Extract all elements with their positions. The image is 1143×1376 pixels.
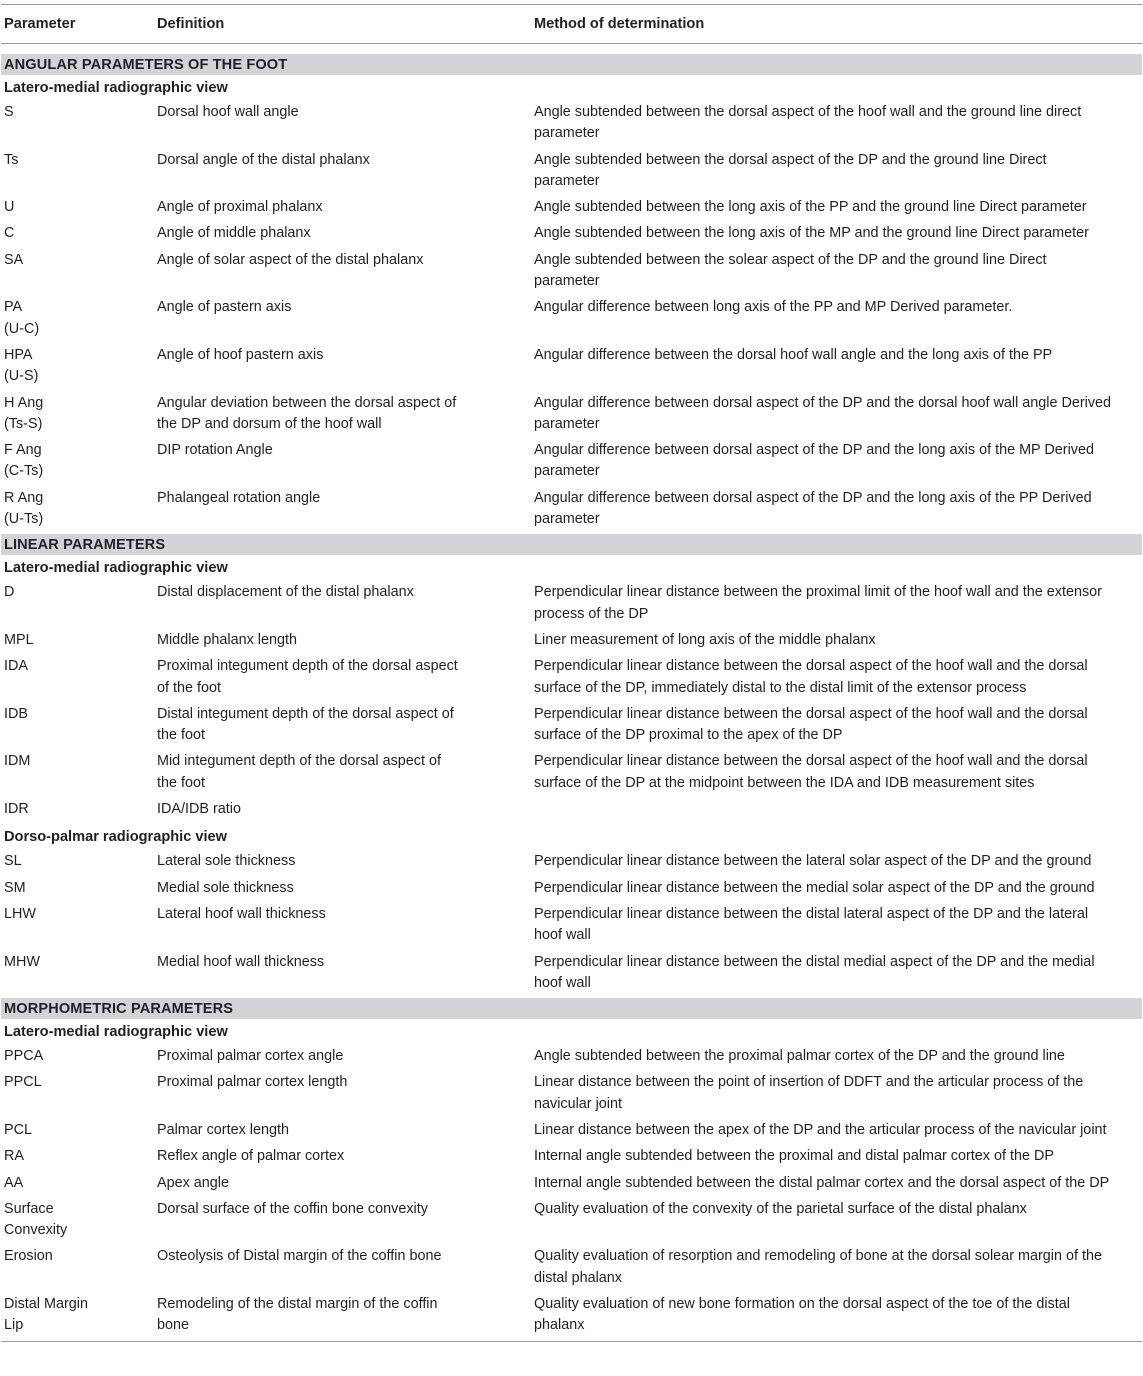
cell-line: PA — [4, 299, 23, 316]
cell-line: H Ang — [4, 394, 44, 411]
parameter-cell — [1, 952, 152, 995]
cell-line: Quality evaluation of new bone formation on the dorsal aspect of the toe of the distal — [534, 1296, 1070, 1313]
cell-line: Perpendicular linear distance between the medial solar aspect of the DP and the ground — [534, 879, 1095, 896]
method-cell — [529, 1120, 1142, 1141]
method-cell — [529, 904, 1142, 947]
cell-line: Angle of solar aspect of the distal phalanx — [157, 251, 424, 268]
definition-cell — [152, 345, 529, 388]
table-header-row — [1, 5, 1142, 44]
cell-line: Distal Margin — [4, 1296, 88, 1313]
method-cell — [529, 1199, 1142, 1242]
cell-line: the foot — [157, 774, 206, 791]
cell-line: Linear distance between the apex of the DP and the articular process of the navicular joint — [534, 1121, 1107, 1138]
cell-line: Angular difference between long axis of the PP and MP Derived parameter. — [534, 299, 1013, 316]
parameter-cell — [1, 150, 152, 193]
cell-line: (U-Ts) — [4, 511, 44, 528]
parameter-cell — [1, 582, 152, 625]
cell-line: IDA — [4, 658, 28, 675]
parameter-cell — [1, 345, 152, 388]
subsection-heading: Latero-medial radiographic view — [4, 560, 228, 577]
table-row — [1, 439, 1142, 487]
definition-cell — [152, 630, 529, 651]
cell-line: Ts — [4, 151, 19, 168]
cell-line: Apex angle — [157, 1174, 230, 1191]
cell-line: Distal displacement of the distal phalanx — [157, 584, 414, 601]
method-cell — [529, 582, 1142, 625]
table-row — [1, 1045, 1142, 1071]
definition-cell — [152, 878, 529, 899]
cell-line: parameter — [534, 273, 600, 290]
definition-cell — [152, 197, 529, 218]
table-row — [1, 903, 1142, 951]
method-cell — [529, 297, 1142, 340]
definition-cell — [152, 102, 529, 145]
table-bottom-rule — [1, 1341, 1142, 1342]
cell-line: hoof wall — [534, 927, 591, 944]
cell-line: IDM — [4, 753, 31, 770]
definition-cell — [152, 297, 529, 340]
cell-line: PCL — [4, 1121, 32, 1138]
cell-line: phalanx — [534, 1317, 585, 1334]
method-cell — [529, 878, 1142, 899]
method-cell — [529, 630, 1142, 651]
cell-line: parameter — [534, 463, 600, 480]
cell-line: Erosion — [4, 1248, 53, 1265]
method-cell — [529, 440, 1142, 483]
cell-line: bone — [157, 1317, 190, 1334]
cell-line: Angle subtended between the dorsal aspect of the DP and the ground line Direct — [534, 151, 1047, 168]
cell-line: Angle subtended between the solear aspect of the DP and the ground line Direct — [534, 251, 1047, 268]
cell-line: Mid integument depth of the dorsal aspect of — [157, 753, 441, 770]
definition-cell — [152, 250, 529, 293]
cell-line: Angular deviation between the dorsal aspect of — [157, 394, 457, 411]
cell-line: Quality evaluation of the convexity of the parietal surface of the distal phalanx — [534, 1200, 1027, 1217]
header-gap — [1, 44, 1142, 54]
cell-line: Perpendicular linear distance between the dorsal aspect of the hoof wall and the dorsal — [534, 658, 1088, 675]
cell-line: Proximal palmar cortex angle — [157, 1048, 344, 1065]
method-cell — [529, 1246, 1142, 1289]
table-row — [1, 629, 1142, 655]
table-row — [1, 1245, 1142, 1293]
cell-line: (U-S) — [4, 368, 39, 385]
cell-line: Angle subtended between the proximal palmar cortex of the DP and the ground line — [534, 1048, 1065, 1065]
cell-line: Lateral sole thickness — [157, 853, 296, 870]
table-row — [1, 877, 1142, 903]
definition-cell — [152, 1246, 529, 1289]
cell-line: surface of the DP proximal to the apex of the DP — [534, 727, 843, 744]
cell-line: of the foot — [157, 679, 222, 696]
definition-cell — [152, 393, 529, 436]
cell-line: Internal angle subtended between the distal palmar cortex and the dorsal aspect of the DP — [534, 1174, 1110, 1191]
cell-line: Dorsal hoof wall angle — [157, 104, 299, 120]
parameter-cell — [1, 1246, 152, 1289]
cell-line: Perpendicular linear distance between the distal lateral aspect of the DP and the lateral — [534, 905, 1089, 922]
method-cell — [529, 1046, 1142, 1067]
definition-cell — [152, 1120, 529, 1141]
header-parameter: Parameter — [4, 16, 76, 32]
table-row — [1, 951, 1142, 999]
cell-line: Angle of hoof pastern axis — [157, 346, 324, 363]
parameter-cell — [1, 393, 152, 436]
cell-line: IDA/IDB ratio — [157, 801, 241, 818]
cell-line: SM — [4, 879, 26, 896]
cell-line: PPCL — [4, 1074, 42, 1091]
definition-cell — [152, 656, 529, 699]
definition-cell — [152, 1046, 529, 1067]
subsection-heading: Latero-medial radiographic view — [4, 80, 228, 96]
parameter-cell — [1, 704, 152, 747]
table-row — [1, 703, 1142, 751]
parameter-cell — [1, 656, 152, 699]
method-cell — [529, 1173, 1142, 1194]
cell-line: SL — [4, 853, 22, 870]
parameter-cell — [1, 1046, 152, 1067]
parameter-cell — [1, 297, 152, 340]
cell-line: Angular difference between dorsal aspect of the DP and the long axis of the PP Derived — [534, 489, 1092, 506]
cell-line: Angle subtended between the dorsal aspect of the hoof wall and the ground line direct — [534, 104, 1082, 120]
method-cell — [529, 488, 1142, 531]
table-row — [1, 344, 1142, 392]
cell-line: SA — [4, 251, 24, 268]
parameter-cell — [1, 904, 152, 947]
cell-line: parameter — [534, 415, 600, 432]
table-row — [1, 149, 1142, 197]
cell-line: Osteolysis of Distal margin of the coffin bone — [157, 1248, 442, 1265]
parameter-cell — [1, 751, 152, 794]
cell-line: Angle of middle phalanx — [157, 225, 311, 242]
definition-cell — [152, 799, 529, 820]
subsection-heading: Dorso-palmar radiographic view — [4, 829, 228, 846]
definition-cell — [152, 488, 529, 531]
cell-line: Reflex angle of palmar cortex — [157, 1148, 345, 1165]
cell-line: Medial hoof wall thickness — [157, 953, 325, 970]
parameter-cell — [1, 851, 152, 872]
table-row — [1, 249, 1142, 297]
table-row — [1, 487, 1142, 535]
cell-line: PPCA — [4, 1048, 44, 1065]
cell-line: (U-C) — [4, 320, 40, 337]
method-cell — [529, 345, 1142, 388]
section-heading: MORPHOMETRIC PARAMETERS — [1, 998, 1142, 1019]
cell-line: S — [4, 104, 14, 120]
table-row — [1, 750, 1142, 798]
parameter-cell — [1, 799, 152, 820]
definition-cell — [152, 223, 529, 244]
parameter-cell — [1, 1199, 152, 1242]
parameter-cell — [1, 630, 152, 651]
cell-line: Angle subtended between the long axis of the MP and the ground line Direct parameter — [534, 225, 1089, 242]
cell-line: MPL — [4, 631, 34, 648]
cell-line: MHW — [4, 953, 40, 970]
header-definition: Definition — [157, 16, 225, 32]
cell-line: Liner measurement of long axis of the middle phalanx — [534, 631, 876, 648]
cell-line: Palmar cortex length — [157, 1121, 289, 1138]
cell-line: Angular difference between the dorsal hoof wall angle and the long axis of the PP — [534, 346, 1053, 363]
cell-line: parameter — [534, 125, 600, 142]
cell-line: Angle of pastern axis — [157, 299, 292, 316]
parameter-cell — [1, 1072, 152, 1115]
method-cell — [529, 197, 1142, 218]
cell-line: distal phalanx — [534, 1269, 623, 1286]
cell-line: Lateral hoof wall thickness — [157, 905, 326, 922]
table-row — [1, 296, 1142, 344]
cell-line: Convexity — [4, 1222, 68, 1239]
table-row — [1, 1071, 1142, 1119]
method-cell — [529, 1146, 1142, 1167]
cell-line: D — [4, 584, 15, 601]
cell-line: C — [4, 225, 15, 242]
subsection-heading: Latero-medial radiographic view — [4, 1024, 228, 1041]
cell-line: navicular joint — [534, 1095, 622, 1112]
table-body — [1, 54, 1142, 1341]
cell-line: (C-Ts) — [4, 463, 44, 480]
cell-line: Perpendicular linear distance between the proximal limit of the hoof wall and the extensor — [534, 584, 1102, 601]
table-row — [1, 392, 1142, 440]
cell-line: IDR — [4, 801, 29, 818]
cell-line: DIP rotation Angle — [157, 442, 273, 459]
parameter-cell — [1, 1173, 152, 1194]
method-cell — [529, 952, 1142, 995]
definition-cell — [152, 1146, 529, 1167]
table-row — [1, 101, 1142, 149]
definition-cell — [152, 751, 529, 794]
cell-line: Proximal palmar cortex length — [157, 1074, 348, 1091]
method-cell — [529, 751, 1142, 794]
table-row — [1, 196, 1142, 222]
method-cell — [529, 223, 1142, 244]
cell-line: Dorsal surface of the coffin bone convexity — [157, 1200, 428, 1217]
cell-line: hoof wall — [534, 974, 591, 991]
header-method: Method of determination — [534, 16, 705, 32]
cell-line: Perpendicular linear distance between the dorsal aspect of the hoof wall and the dorsal — [534, 705, 1088, 722]
parameter-cell — [1, 488, 152, 531]
parameter-cell — [1, 223, 152, 244]
table-row — [1, 1119, 1142, 1145]
table-row — [1, 850, 1142, 876]
cell-line: Dorsal angle of the distal phalanx — [157, 151, 370, 168]
table-row — [1, 581, 1142, 629]
cell-line: Surface — [4, 1200, 54, 1217]
parameter-cell — [1, 102, 152, 145]
method-cell — [529, 250, 1142, 293]
table-row — [1, 222, 1142, 248]
cell-line: Perpendicular linear distance between the lateral solar aspect of the DP and the ground — [534, 853, 1092, 870]
definition-cell — [152, 440, 529, 483]
cell-line: F Ang — [4, 442, 42, 459]
definition-cell — [152, 704, 529, 747]
definition-cell — [152, 1294, 529, 1337]
cell-line: AA — [4, 1174, 24, 1191]
definition-cell — [152, 582, 529, 625]
definition-cell — [152, 1072, 529, 1115]
definition-cell — [152, 851, 529, 872]
cell-line: HPA — [4, 346, 33, 363]
cell-line: R Ang — [4, 489, 44, 506]
table-row — [1, 1293, 1142, 1341]
cell-line: Perpendicular linear distance between the distal medial aspect of the DP and the medial — [534, 953, 1095, 970]
cell-line: IDB — [4, 705, 28, 722]
cell-line: surface of the DP, immediately distal to the distal limit of the extensor process — [534, 679, 1027, 696]
method-cell — [529, 1294, 1142, 1337]
cell-line: Proximal integument depth of the dorsal aspect — [157, 658, 458, 675]
definition-cell — [152, 1199, 529, 1242]
parameter-cell — [1, 1120, 152, 1141]
cell-line: Angular difference between dorsal aspect of the DP and the dorsal hoof wall angle Derived — [534, 394, 1112, 411]
cell-line: U — [4, 199, 15, 216]
parameter-cell — [1, 878, 152, 899]
cell-line: parameter — [534, 511, 600, 528]
cell-line: Angle of proximal phalanx — [157, 199, 323, 216]
parameter-cell — [1, 1146, 152, 1167]
cell-line: Perpendicular linear distance between the dorsal aspect of the hoof wall and the dorsal — [534, 753, 1088, 770]
cell-line: Quality evaluation of resorption and remodeling of bone at the dorsal solear margin of the — [534, 1248, 1102, 1265]
cell-line: LHW — [4, 905, 36, 922]
parameters-table — [1, 4, 1142, 1342]
table-row — [1, 1172, 1142, 1198]
parameter-cell — [1, 1294, 152, 1337]
cell-line: Linear distance between the point of insertion of DDFT and the articular process of the — [534, 1074, 1084, 1091]
cell-line: Medial sole thickness — [157, 879, 294, 896]
cell-line: Distal integument depth of the dorsal aspect of — [157, 705, 454, 722]
table-row — [1, 1198, 1142, 1246]
method-cell — [529, 150, 1142, 193]
cell-line: Internal angle subtended between the proximal and distal palmar cortex of the DP — [534, 1148, 1054, 1165]
cell-line: Angular difference between dorsal aspect of the DP and the long axis of the MP Derived — [534, 442, 1094, 459]
cell-line: Lip — [4, 1317, 24, 1334]
cell-line: (Ts-S) — [4, 415, 43, 432]
parameter-cell — [1, 250, 152, 293]
section-heading: ANGULAR PARAMETERS OF THE FOOT — [1, 54, 1142, 75]
cell-line: Phalangeal rotation angle — [157, 489, 321, 506]
method-cell — [529, 851, 1142, 872]
method-cell — [529, 656, 1142, 699]
parameter-cell — [1, 440, 152, 483]
cell-line: surface of the DP at the midpoint between the IDA and IDB measurement sites — [534, 774, 1035, 791]
section-heading: LINEAR PARAMETERS — [1, 534, 1142, 555]
cell-line: Middle phalanx length — [157, 631, 298, 648]
definition-cell — [152, 952, 529, 995]
table-row — [1, 655, 1142, 703]
table-row — [1, 1145, 1142, 1171]
definition-cell — [152, 1173, 529, 1194]
method-cell — [529, 704, 1142, 747]
cell-line: parameter — [534, 172, 600, 189]
method-cell — [529, 393, 1142, 436]
method-cell — [529, 799, 1142, 820]
cell-line: process of the DP — [534, 605, 649, 622]
cell-line: Angle subtended between the long axis of the PP and the ground line Direct parameter — [534, 199, 1087, 216]
cell-line: Remodeling of the distal margin of the coffin — [157, 1296, 438, 1313]
method-cell — [529, 1072, 1142, 1115]
cell-line: the DP and dorsum of the hoof wall — [157, 415, 382, 432]
method-cell — [529, 102, 1142, 145]
table-row — [1, 798, 1142, 824]
parameter-cell — [1, 197, 152, 218]
definition-cell — [152, 904, 529, 947]
definition-cell — [152, 150, 529, 193]
cell-line: the foot — [157, 727, 206, 744]
cell-line: RA — [4, 1148, 24, 1165]
